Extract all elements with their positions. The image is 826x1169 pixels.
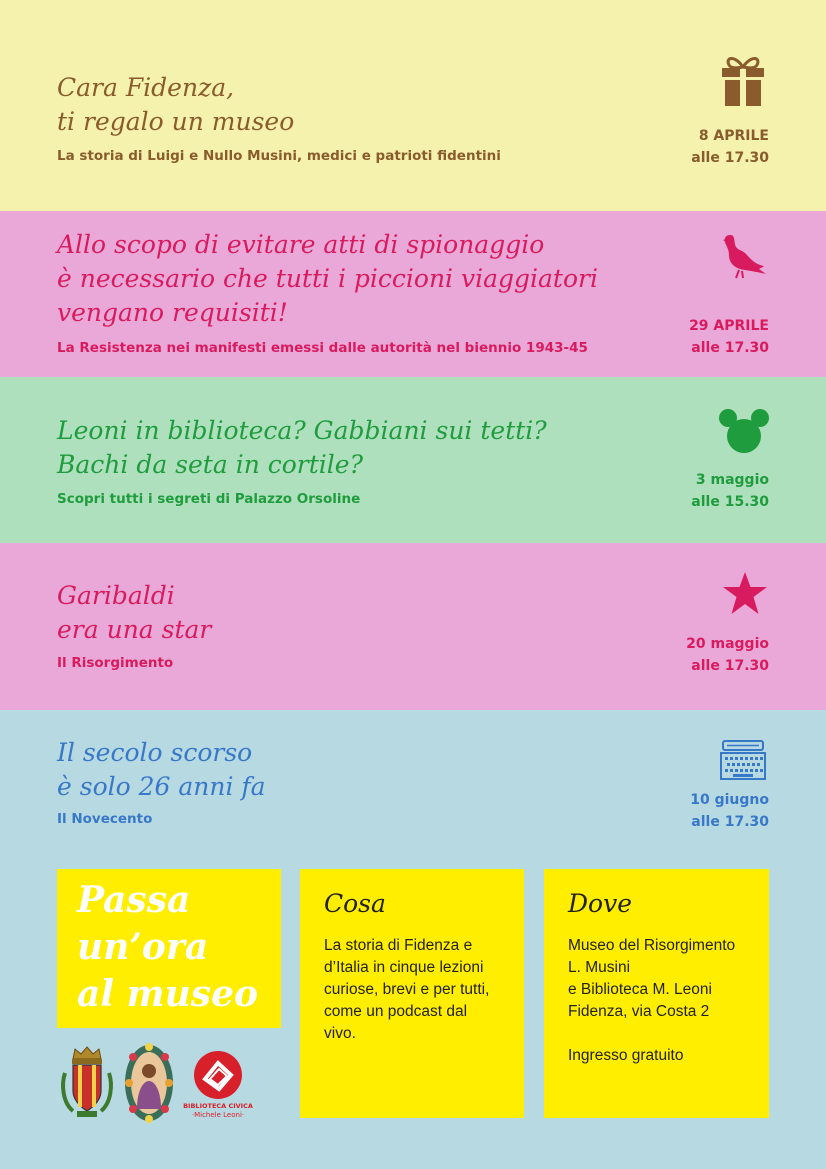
- event-subtitle: Il Risorgimento: [57, 655, 174, 671]
- event-title: [57, 414, 547, 482]
- event-title-line: Allo scopo di evitare atti di spionaggio: [57, 230, 545, 259]
- event-date-time: alle 17.30: [691, 658, 769, 674]
- event-date-time: alle 15.30: [691, 494, 769, 510]
- event-subtitle: Il Novecento: [57, 811, 153, 827]
- event-band-1: [0, 0, 826, 211]
- coat-of-arms-logo: [59, 1045, 115, 1121]
- event-date: [691, 469, 769, 513]
- cosa-text: [324, 935, 519, 1045]
- event-title-line: Leoni in biblioteca? Gabbiani sui tetti?: [57, 416, 547, 445]
- gift-icon: [721, 53, 765, 107]
- event-title-line: Garibaldi: [57, 581, 175, 610]
- passa-line: un’ora: [77, 926, 209, 968]
- event-date: [686, 633, 769, 677]
- event-title-line: è necessario che tutti i piccioni viaggiatori: [57, 264, 598, 293]
- dove-line: e Biblioteca M. Leoni: [568, 981, 712, 998]
- passa-line: al museo: [77, 973, 258, 1015]
- dove-title: Dove: [568, 889, 633, 918]
- event-title: [57, 228, 598, 330]
- star-icon: [722, 571, 768, 615]
- event-title-line: Cara Fidenza,: [57, 73, 235, 102]
- dove-line: Museo del Risorgimento: [568, 937, 736, 954]
- event-title: [57, 579, 211, 647]
- dove-line: L. Musini: [568, 959, 631, 976]
- event-title: [57, 71, 294, 139]
- event-title: [57, 736, 266, 804]
- event-subtitle: La storia di Luigi e Nullo Musini, medici e patrioti fidentini: [57, 148, 501, 164]
- portrait-medallion-logo: [123, 1043, 175, 1123]
- event-band-4: [0, 543, 826, 710]
- typewriter-icon: [719, 739, 767, 781]
- event-title-line: Bachi da seta in cortile?: [57, 450, 363, 479]
- biblioteca-logo-line2: ·Michele Leoni·: [191, 1111, 245, 1119]
- passa-title: [77, 877, 258, 1018]
- event-subtitle: La Resistenza nei manifesti emessi dalle autorità nel biennio 1943-45: [57, 340, 588, 356]
- dove-box: [544, 869, 769, 1118]
- event-date-day: 8 APRILE: [698, 128, 769, 144]
- event-band-2: [0, 211, 826, 377]
- passa-line: Passa: [77, 879, 191, 921]
- dove-line: [568, 1023, 763, 1045]
- event-title-line: era una star: [57, 615, 212, 644]
- event-title-line: vengano requisiti!: [57, 298, 288, 327]
- cosa-line: come un podcast dal: [324, 1003, 468, 1020]
- event-title-line: Il secolo scorso: [57, 738, 253, 767]
- pigeon-icon: [721, 233, 767, 279]
- event-date-time: alle 17.30: [691, 340, 769, 356]
- event-date-day: 20 maggio: [686, 636, 769, 652]
- event-date-time: alle 17.30: [691, 150, 769, 166]
- event-date-time: alle 17.30: [691, 814, 769, 830]
- event-date-day: 29 APRILE: [689, 318, 769, 334]
- logos-row: [57, 1043, 281, 1123]
- mouse-ears-icon: [719, 408, 769, 454]
- cosa-box: [300, 869, 524, 1118]
- event-subtitle: Scopri tutti i segreti di Palazzo Orsoline: [57, 491, 361, 507]
- cosa-line: curiose, brevi e per tutti,: [324, 981, 490, 998]
- event-date: [691, 125, 769, 169]
- dove-line: Fidenza, via Costa 2: [568, 1003, 710, 1020]
- event-band-3: [0, 377, 826, 543]
- cosa-title: Cosa: [324, 889, 386, 918]
- cosa-line: vivo.: [324, 1025, 356, 1042]
- event-date-day: 3 maggio: [695, 472, 769, 488]
- dove-line: Ingresso gratuito: [568, 1047, 684, 1064]
- cosa-line: La storia di Fidenza e: [324, 937, 473, 954]
- dove-text: [568, 935, 763, 1067]
- event-title-line: ti regalo un museo: [57, 107, 295, 136]
- event-title-line: è solo 26 anni fa: [57, 772, 266, 801]
- passa-box: [57, 869, 281, 1028]
- biblioteca-logo-line1: BIBLIOTECA CIVICA: [183, 1102, 253, 1110]
- event-date: [689, 315, 769, 359]
- biblioteca-logo: [183, 1049, 253, 1121]
- cosa-line: d’Italia in cinque lezioni: [324, 959, 484, 976]
- event-date-day: 10 giugno: [690, 792, 769, 808]
- event-date: [690, 789, 769, 833]
